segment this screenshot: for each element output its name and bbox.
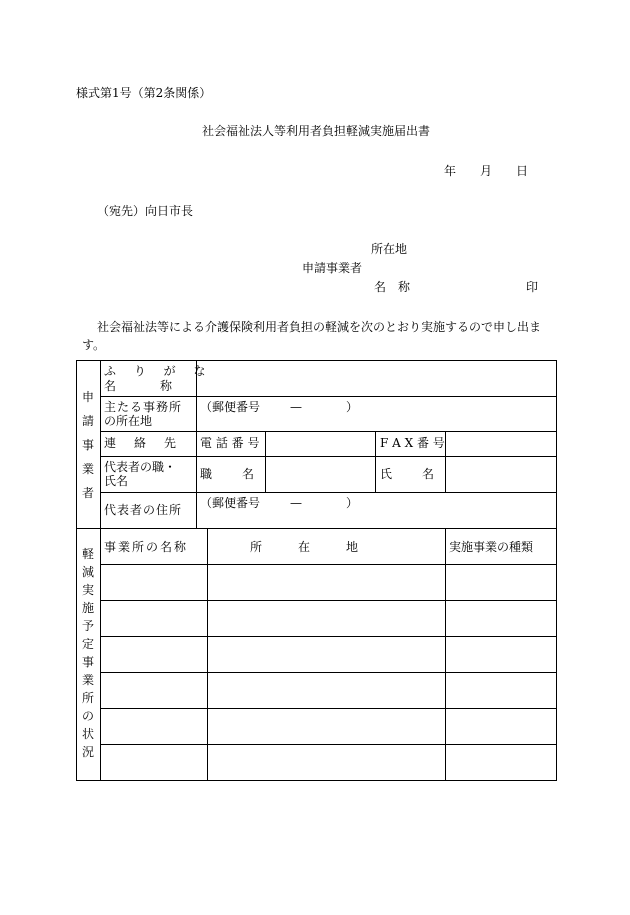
office-label-1: 主たる事務所 xyxy=(104,400,183,414)
person-name-input[interactable] xyxy=(447,458,554,491)
facility-address-cell[interactable] xyxy=(209,638,444,671)
col-facility-name: 事業所の名称 xyxy=(104,540,189,554)
applicant-name-label: 名 称 xyxy=(374,280,411,294)
applicant-location-label: 所在地 xyxy=(371,242,408,256)
name-input[interactable] xyxy=(198,362,554,394)
col-facility-address: 所 在 地 xyxy=(250,540,363,554)
service-type-cell[interactable] xyxy=(447,746,555,779)
date-month: 月 xyxy=(480,164,493,178)
phone-input[interactable] xyxy=(267,433,373,455)
facility-name-cell[interactable] xyxy=(102,566,206,599)
person-name-label: 氏 名 xyxy=(380,467,437,481)
office-postal-dash: — xyxy=(290,400,302,414)
facility-name-cell[interactable] xyxy=(102,674,206,707)
facility-address-cell[interactable] xyxy=(209,710,444,743)
job-input[interactable] xyxy=(267,458,373,491)
statement-line-2: す。 xyxy=(82,338,106,352)
addressee: （宛先）向日市長 xyxy=(97,204,194,218)
service-type-cell[interactable] xyxy=(447,710,555,743)
document-title: 社会福祉法人等利用者負担軽減実施届出書 xyxy=(202,124,431,138)
facility-name-cell[interactable] xyxy=(102,602,206,635)
facility-address-cell[interactable] xyxy=(209,566,444,599)
facility-section-header: 軽 減 実 施 予 定 事 業 所 の 状 況 xyxy=(81,547,94,759)
applicant-label: 申請事業者 xyxy=(302,261,363,275)
date-day: 日 xyxy=(516,164,529,178)
name-label: 名 称 xyxy=(104,379,175,393)
rep-postal-dash: — xyxy=(290,496,302,510)
form-number: 様式第1号（第2条関係） xyxy=(76,86,212,100)
fax-label: F A X 番 号 xyxy=(380,436,445,450)
rep-postal-label: （郵便番号 xyxy=(200,496,261,510)
col-service-type: 実施事業の種類 xyxy=(449,540,534,554)
seal-mark: 印 xyxy=(526,280,539,294)
job-label: 職 名 xyxy=(200,467,257,481)
facility-address-cell[interactable] xyxy=(209,602,444,635)
service-type-cell[interactable] xyxy=(447,566,555,599)
facility-address-cell[interactable] xyxy=(209,746,444,779)
facility-address-cell[interactable] xyxy=(209,674,444,707)
service-type-cell[interactable] xyxy=(447,602,555,635)
rep-address-label: 代表者の住所 xyxy=(104,503,183,517)
rep-postal-close: ） xyxy=(346,496,359,510)
facility-name-cell[interactable] xyxy=(102,746,206,779)
office-label-2: の所在地 xyxy=(104,414,153,428)
office-postal-label: （郵便番号 xyxy=(200,400,261,414)
facility-name-cell[interactable] xyxy=(102,710,206,743)
office-postal-close: ） xyxy=(346,400,359,414)
rep-title-label-2: 氏名 xyxy=(104,474,129,488)
furigana-label: ふ り が な xyxy=(104,364,213,378)
facility-name-cell[interactable] xyxy=(102,638,206,671)
date-year: 年 xyxy=(444,164,457,178)
fax-input[interactable] xyxy=(447,433,554,455)
service-type-cell[interactable] xyxy=(447,638,555,671)
statement-line-1: 社会福祉法等による介護保険利用者負担の軽減を次のとおり実施するので申し出ま xyxy=(97,320,542,334)
contact-label: 連 絡 先 xyxy=(104,436,180,450)
rep-title-label-1: 代表者の職・ xyxy=(104,460,177,474)
applicant-section-header: 申 請 事 業 者 xyxy=(81,390,94,500)
service-type-cell[interactable] xyxy=(447,674,555,707)
phone-label: 電 話 番 号 xyxy=(200,436,260,450)
